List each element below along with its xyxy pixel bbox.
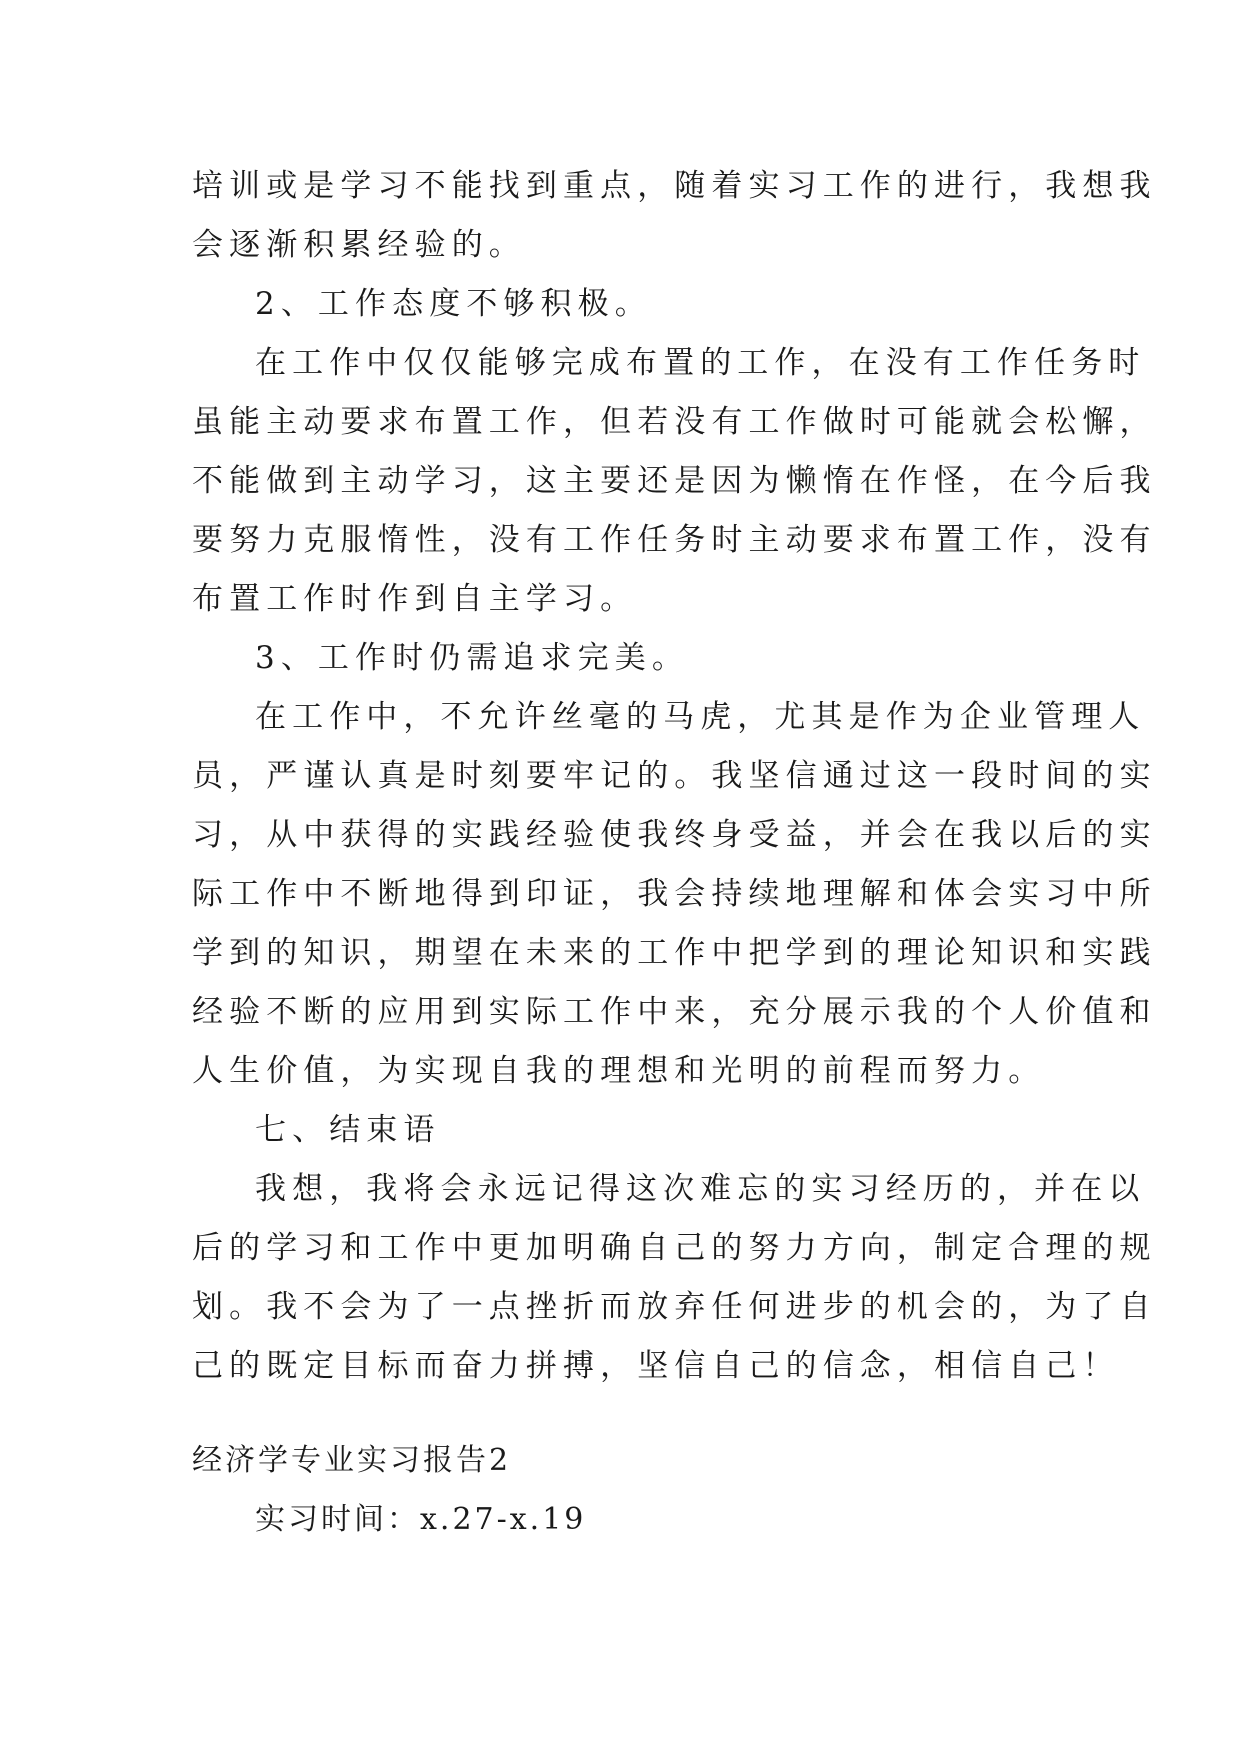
- list-heading: 2、工作态度不够积极。: [255, 286, 652, 322]
- paragraph-line: 布置工作时作到自主学习。: [192, 581, 638, 617]
- paragraph-line: 人生价值，为实现自我的理想和光明的前程而努力。: [192, 1053, 1046, 1089]
- section-heading: 七、结束语: [255, 1112, 441, 1148]
- paragraph-line: 划。我不会为了一点挫折而放弃任何进步的机会的，为了自: [192, 1289, 1157, 1325]
- paragraph-line: 要努力克服惰性，没有工作任务时主动要求布置工作，没有: [192, 522, 1157, 558]
- paragraph-line: 经验不断的应用到实际工作中来，充分展示我的个人价值和: [192, 994, 1157, 1030]
- paragraph-line: 我想，我将会永远记得这次难忘的实习经历的，并在以: [255, 1171, 1146, 1207]
- list-heading: 3、工作时仍需追求完美。: [255, 640, 689, 676]
- paragraph-line: 培训或是学习不能找到重点，随着实习工作的进行，我想我: [192, 168, 1157, 204]
- paragraph-line: 学到的知识，期望在未来的工作中把学到的理论知识和实践: [192, 935, 1157, 971]
- report-title: 经济学专业实习报告2: [192, 1443, 512, 1478]
- paragraph-line: 习，从中获得的实践经验使我终身受益，并会在我以后的实: [192, 817, 1157, 853]
- internship-time: 实习时间：x.27-x.19: [255, 1502, 587, 1537]
- paragraph-line: 己的既定目标而奋力拼搏，坚信自己的信念，相信自己！: [192, 1348, 1120, 1384]
- paragraph-line: 际工作中不断地得到印证，我会持续地理解和体会实习中所: [192, 876, 1157, 912]
- paragraph-line: 虽能主动要求布置工作，但若没有工作做时可能就会松懈，: [192, 404, 1157, 440]
- paragraph-line: 员，严谨认真是时刻要牢记的。我坚信通过这一段时间的实: [192, 758, 1157, 794]
- paragraph-line: 不能做到主动学习，这主要还是因为懒惰在作怪，在今后我: [192, 463, 1157, 499]
- paragraph-line: 在工作中，不允许丝毫的马虎，尤其是作为企业管理人: [255, 699, 1146, 735]
- paragraph-line: 在工作中仅仅能够完成布置的工作，在没有工作任务时: [255, 345, 1146, 381]
- paragraph-line: 后的学习和工作中更加明确自己的努力方向，制定合理的规: [192, 1230, 1157, 1266]
- paragraph-line: 会逐渐积累经验的。: [192, 227, 526, 263]
